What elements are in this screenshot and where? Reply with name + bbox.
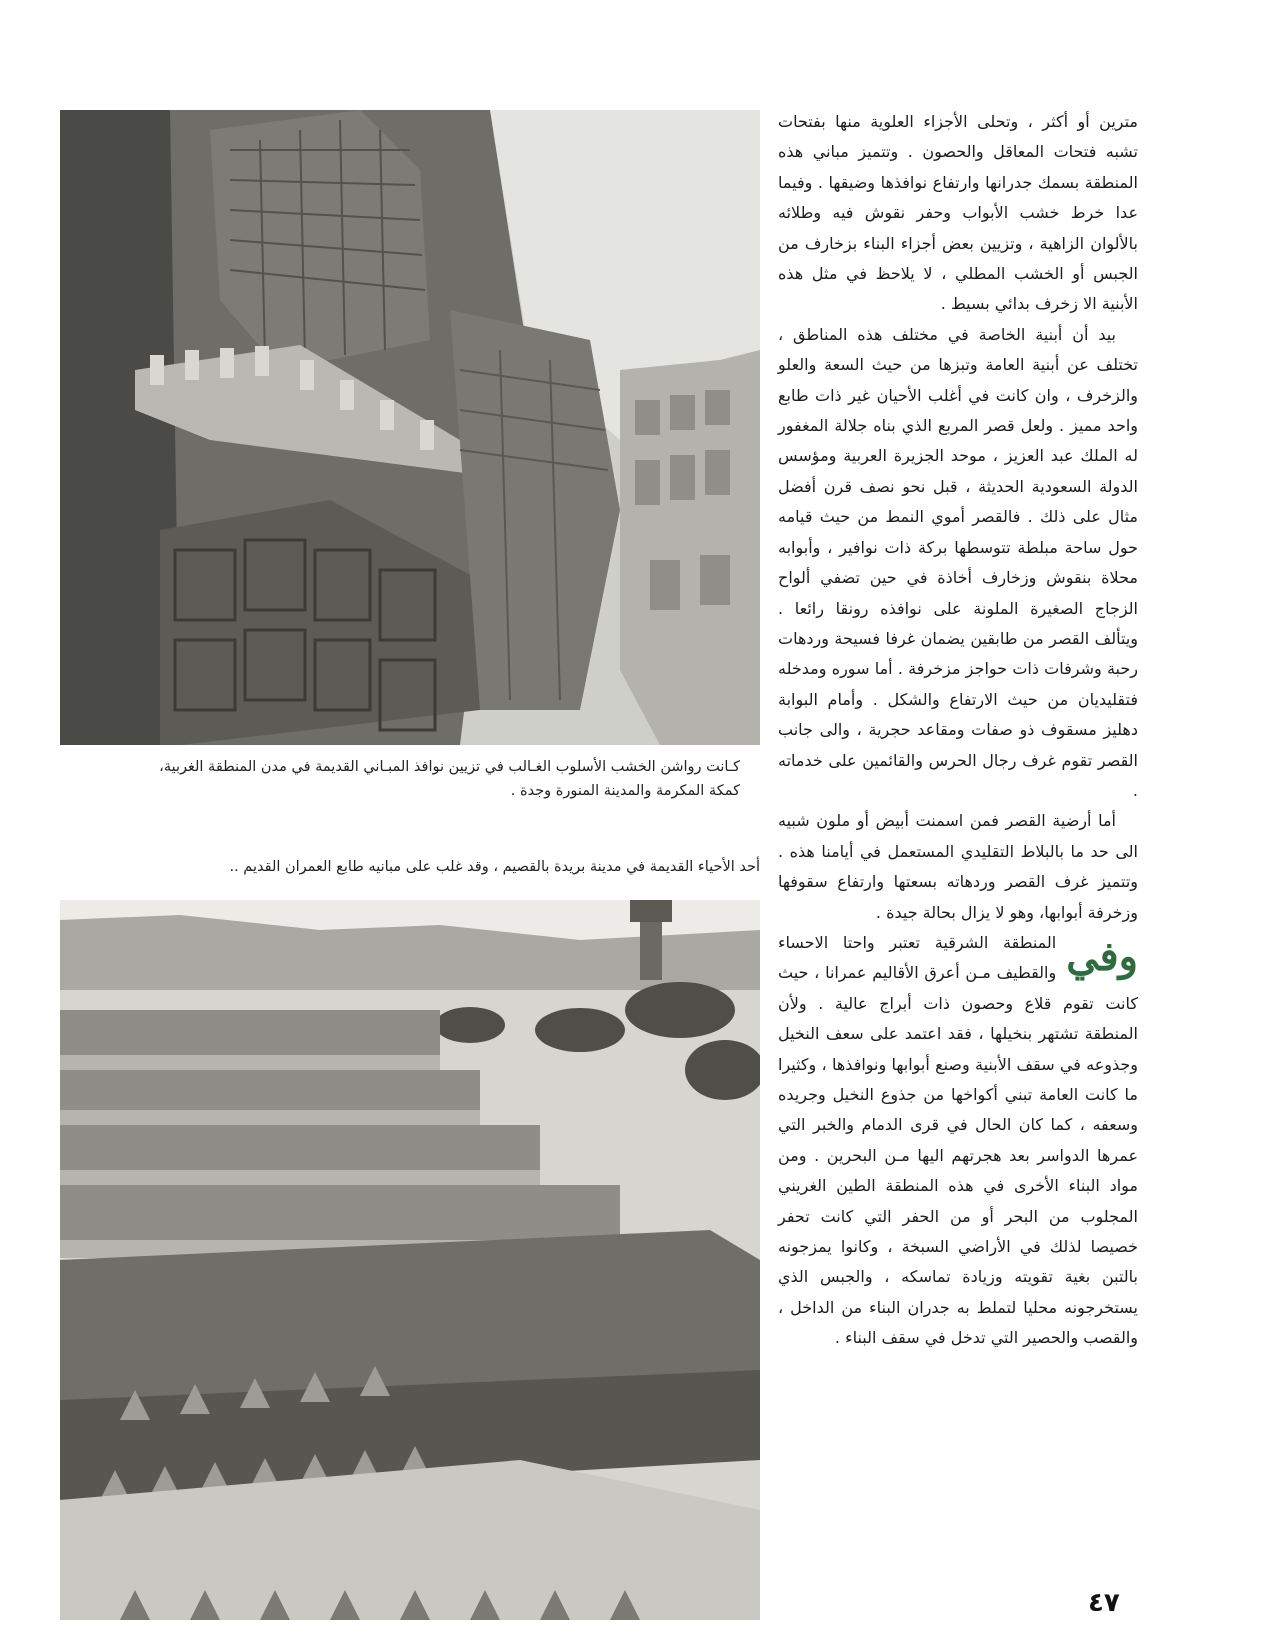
article-paragraph-4-wrap [778, 928, 1138, 1354]
article-paragraph-4: المنطقة الشرقية تعتبر واحتا الاحساء والقطيف مـن أعرق الأقاليم عمرانا ، حيث كانت تقوم قلاع وحصون ذات أبراج عالية . ولأن المنطقة تشتهر بنخيلها ، فقد اعتمد على سعف النخيل وجذوعه في سقف الأبنية وصنع أبوابها ونوافذها ، وكثيرا ما كانت العامة تبني أكواخها من جذوع النخيل وجريده وسعفه ، كما كان الحال في قرى الدمام والخبر التي عمرها الدواسر بعد هجرتهم اليها مـن البحرين . ومن مواد البناء الأخرى في هذه المنطقة الطين الغريني المجلوب من البحر أو من الحفر التي كانت تحفر خصيصا لذلك في الأراضي السبخة ، وكانوا يمزجونه بالتبن بغية تقويته وزيادة تماسكه ، والجبس الذي يستخرجونه محليا لتملط به جدران البناء من الداخل ، والقصب والحصير التي تدخل في سقف البناء . [778, 932, 1138, 1348]
article-paragraph-3: أما أرضية القصر فمن اسمنت أبيض أو ملون شبيه الى حد ما بالبلاط التقليدي المستعمل في أيامنا هذه . وتتميز غرف القصر وردهاته بسعتها وارتفاع سقوفها وزخرفة أبوابها، وهو لا يزال بحالة جيدة . [778, 811, 1138, 922]
mud-district-photo-illustration [60, 900, 760, 1620]
photo-old-mud-brick-district [60, 900, 760, 1620]
drop-cap: وفي [1066, 932, 1138, 980]
article-paragraph-2: بيد أن أبنية الخاصة في مختلف هذه المناطق ، تختلف عن أبنية العامة وتبزها من حيث السعة والعلو والزخرف ، وان كانت في أغلب الأحيان غير ذات طابع واحد مميز . ولعل قصر المربع الذي بناه جلالة المغفور له الملك عبد العزيز ، موحد الجزيرة العربية ومؤسس الدولة السعودية الحديثة ، قبل نحو نصف قرن أفضل مثال على ذلك . فالقصر أموي النمط من حيث قيامه حول ساحة مبلطة تتوسطها بركة ذات نوافير ، وأبوابه محلاة بنقوش وزخارف أخاذة في حين تضفي ألواح الزجاج الصغيرة الملونة على نوافذه رونقا رائعا . ويتألف القصر من طابقين يضمان غرفا فسيحة وردهات رحبة وشرفات ذات حواجز مزخرفة . أما سوره ومدخله فتقليديان من حيث الارتفاع والشكل . وأمام البوابة دهليز مسقوف ذو صفات ومقاعد حجرية ، والى جانب القصر تقوم غرف رجال الحرس والقائمين على خدماته . [778, 324, 1138, 800]
photo-wooden-rawashin-building [60, 110, 760, 745]
rawashin-photo-illustration [60, 110, 760, 745]
article-paragraph-1: مترين أو أكثر ، وتحلى الأجزاء العلوية منها بفتحات تشبه فتحات المعاقل والحصون . وتتميز مباني هذه المنطقة بسمك جدرانها وارتفاع نوافذها وضيقها . وفيما عدا خرط خشب الأبواب وحفر نقوش فيه وطلائه بالألوان الزاهية ، وتزيين بعض أجزاء البناء بزخارف من الجبس أو الخشب المطلي ، لا يلاحظ في مثل هذه الأبنية الا زخرف بدائي بسيط . [778, 112, 1138, 314]
photo-caption-top: كـانت رواشن الخشب الأسلوب الغـالب في تزيين نوافذ المبـاني القديمة في مدن المنطقة الغربية، كمكة المكرمة والمدينة المنورة وجدة . [159, 759, 740, 799]
photo-caption-bottom: أحد الأحياء القديمة في مدينة بريدة بالقصيم ، وقد غلب على مبانيه طابع العمران القديم .. [229, 859, 760, 875]
article-body [778, 107, 1138, 1354]
page-number: ٤٧ [1088, 1588, 1120, 1618]
